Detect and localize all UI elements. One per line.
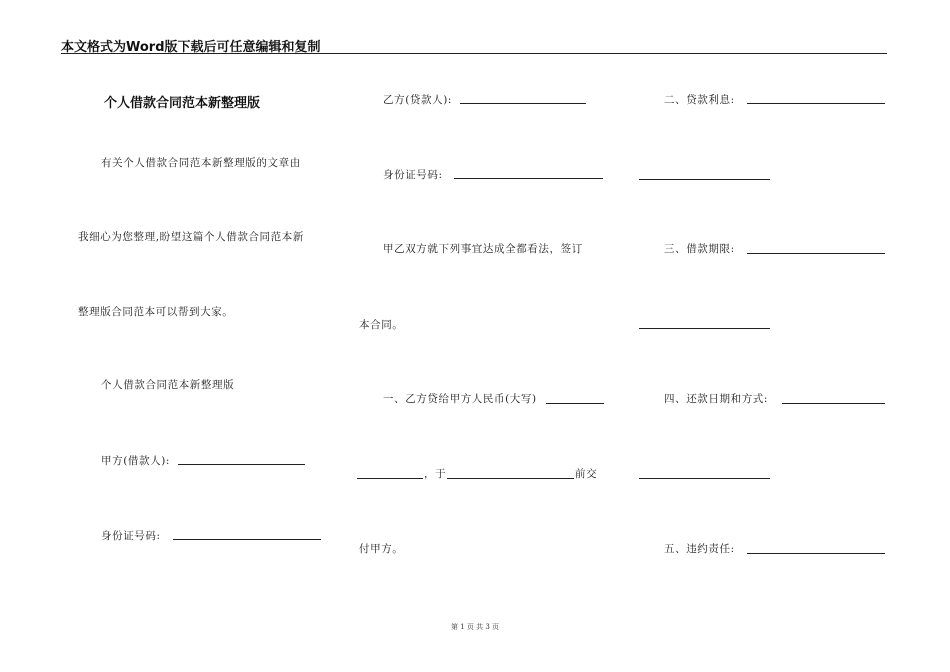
contract-subtitle: 个人借款合同范本新整理版 [101, 379, 235, 391]
item4-repay-label: 四、还款日期和方式: [664, 393, 769, 405]
item1-blank-a [357, 478, 423, 479]
agreement-line-1: 甲乙双方就下列事宜达成全都看法，签订 [383, 243, 583, 255]
party-b-id-label: 身份证号码: [383, 169, 443, 181]
page-number: 第 1 页 共 3 页 [450, 623, 500, 631]
item1-line-2b: 前交 [575, 468, 598, 480]
agreement-line-2: 本合同。 [359, 319, 404, 331]
item4-blank-2 [639, 478, 770, 479]
item1-amount-blank [546, 403, 604, 404]
item5-blank [747, 553, 885, 554]
intro-line-3: 整理版合同范本可以帮到大家。 [78, 306, 234, 318]
header-rule [61, 53, 887, 54]
item3-term-label: 三、借款期限: [664, 243, 735, 255]
item5-default-label: 五、违约责任: [664, 543, 735, 555]
party-a-id-blank [173, 539, 321, 540]
party-a-blank [178, 464, 305, 465]
party-b-blank [460, 103, 586, 104]
party-a-id-label: 身份证号码: [101, 530, 161, 542]
item1-line-2a: ，于 [424, 468, 447, 480]
item2-blank-2 [639, 179, 770, 180]
item1-date-blank [447, 478, 574, 479]
party-b-id-blank [454, 178, 603, 179]
item1-line-1: 一、乙方贷给甲方人民币(大写) [383, 393, 537, 405]
document-title: 个人借款合同范本新整理版 [104, 96, 261, 111]
party-b-label: 乙方(贷款人): [383, 94, 453, 106]
document-header: 本文格式为Word版下载后可任意编辑和复制 [61, 40, 321, 55]
item2-interest-label: 二、贷款利息: [664, 94, 735, 106]
item4-blank [782, 403, 885, 404]
party-a-label: 甲方(借款人): [101, 455, 171, 467]
item2-blank [747, 103, 885, 104]
intro-line-1: 有关个人借款合同范本新整理版的文章由 [101, 157, 301, 169]
item3-blank-2 [639, 328, 770, 329]
item1-line-3: 付甲方。 [359, 543, 404, 555]
item3-blank [747, 253, 885, 254]
intro-line-2: 我细心为您整理,盼望这篇个人借款合同范本新 [78, 231, 304, 243]
